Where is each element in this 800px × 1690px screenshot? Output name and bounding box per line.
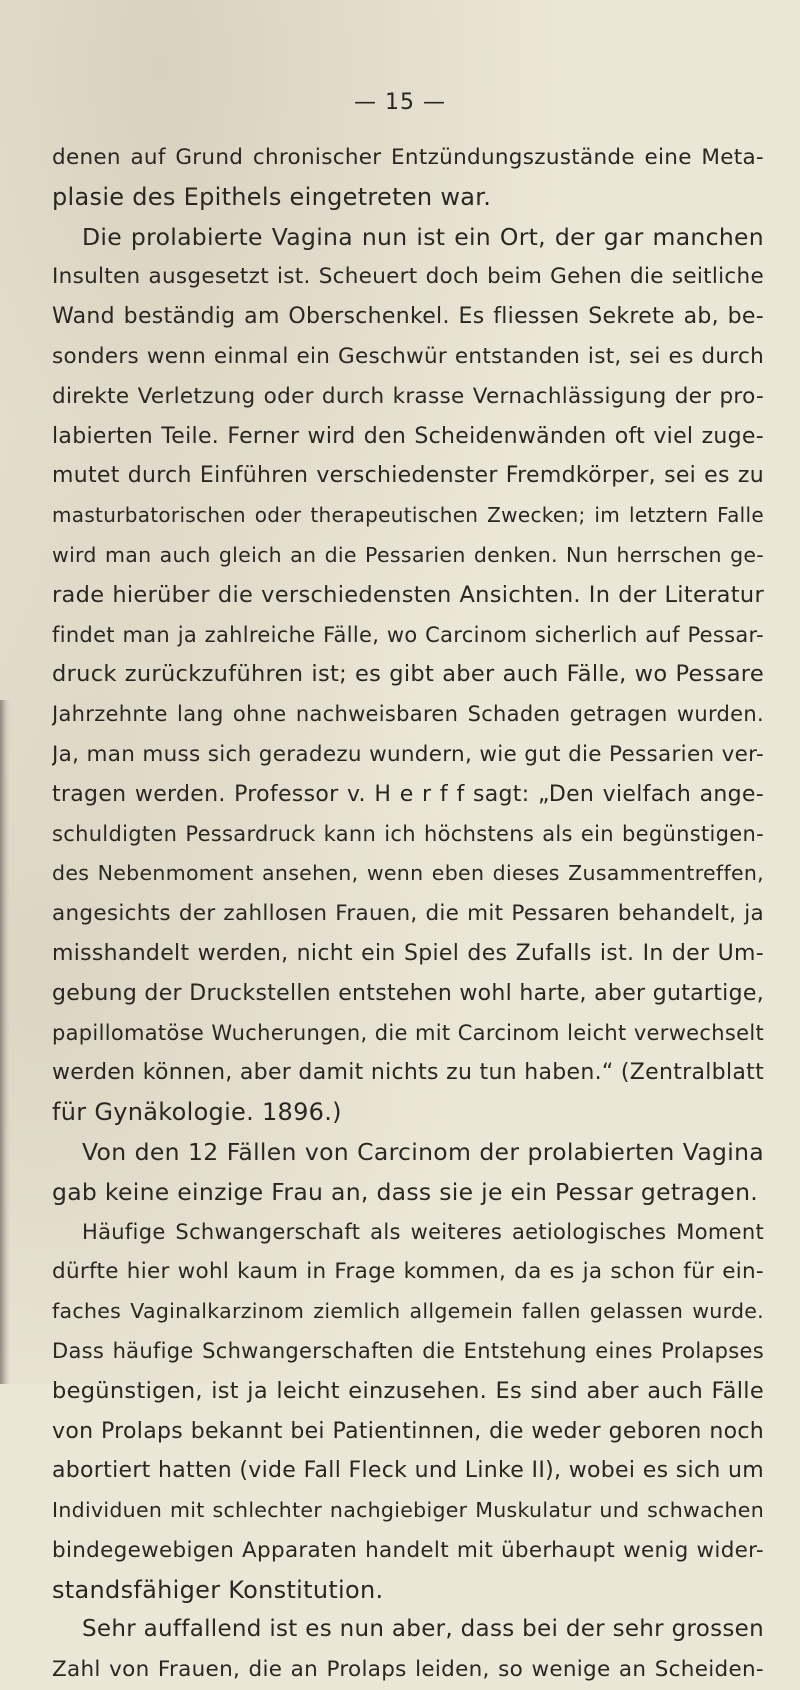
text-line: wird man auch gleich an die Pessarien denken. Nun herrschen ge- bbox=[52, 542, 764, 567]
text-line: für Gynäkologie. 1896.) bbox=[52, 1098, 342, 1127]
text-line: Zahl von Frauen, die an Prolaps leiden, so wenige an Scheiden- bbox=[52, 1657, 764, 1683]
text-line: masturbatorischen oder therapeutischen Zwecken; im letztern Falle bbox=[52, 503, 764, 528]
text-line: tragen werden. Professor v. H e r f f sagt: „Den vielfach ange- bbox=[52, 781, 764, 807]
text-line: papillomatöse Wucherungen, die mit Carcinom leicht verwechselt bbox=[52, 1020, 764, 1045]
text-line: Wand beständig am Oberschenkel. Es fliessen Sekrete ab, be- bbox=[52, 304, 764, 330]
text-line: bindegewebigen Apparaten handelt mit überhaupt wenig wider- bbox=[52, 1537, 764, 1563]
text-line: schuldigten Pessardruck kann ich höchstens als ein begünstigen- bbox=[52, 821, 764, 846]
text-line: misshandelt werden, nicht ein Spiel des Zufalls ist. In der Um- bbox=[52, 940, 764, 966]
text-line: faches Vaginalkarzinom ziemlich allgemein fallen gelassen wurde. bbox=[52, 1299, 764, 1324]
text-line: Jahrzehnte lang ohne nachweisbaren Schaden getragen wurden. bbox=[52, 702, 764, 727]
text-line: Insulten ausgesetzt ist. Scheuert doch beim Gehen die seitliche bbox=[52, 264, 764, 290]
text-line: Von den 12 Fällen von Carcinom der prolabierten Vagina bbox=[82, 1137, 764, 1166]
body-text bbox=[52, 138, 764, 1690]
text-line: Die prolabierte Vagina nun ist ein Ort, der gar manchen bbox=[82, 222, 764, 251]
text-line: von Prolaps bekannt bei Patientinnen, die weder geboren noch bbox=[52, 1418, 764, 1444]
text-line: mutet durch Einführen verschiedenster Fremdkörper, sei es zu bbox=[52, 463, 764, 489]
text-line: druck zurückzuführen ist; es gibt aber auch Fälle, wo Pessare bbox=[52, 661, 764, 688]
text-line: denen auf Grund chronischer Entzündungszustände eine Meta- bbox=[52, 145, 764, 170]
text-line: Sehr auffallend ist es nun aber, dass bei der sehr grossen bbox=[82, 1616, 764, 1643]
text-line: gebung der Druckstellen entstehen wohl harte, aber gutartige, bbox=[52, 980, 764, 1006]
page-binding-shadow bbox=[0, 700, 10, 1384]
text-line: Dass häufige Schwangerschaften die Entstehung eines Prolapses bbox=[52, 1338, 764, 1363]
text-line: direkte Verletzung oder durch krasse Vernachlässigung der pro- bbox=[52, 383, 764, 409]
text-line: angesichts der zahllosen Frauen, die mit Pessaren behandelt, ja bbox=[52, 901, 764, 927]
text-line: Ja, man muss sich geradezu wundern, wie gut die Pessarien ver- bbox=[52, 741, 764, 767]
text-line: abortiert hatten (vide Fall Fleck und Linke II), wobei es sich um bbox=[52, 1458, 764, 1484]
text-line: findet man ja zahlreiche Fälle, wo Carcinom sicherlich auf Pessar- bbox=[52, 622, 764, 647]
text-line: werden können, aber damit nichts zu tun haben.“ (Zentralblatt bbox=[52, 1060, 764, 1086]
text-line: dürfte hier wohl kaum in Frage kommen, da es ja schon für ein- bbox=[52, 1259, 764, 1285]
text-line: plasie des Epithels eingetreten war. bbox=[52, 182, 492, 211]
text-line: Häufige Schwangerschaft als weiteres aetiologisches Moment bbox=[82, 1219, 764, 1244]
text-line: des Nebenmoment ansehen, wenn eben dieses Zusammentreffen, bbox=[52, 861, 764, 886]
text-line: begünstigen, ist ja leicht einzusehen. Es sind aber auch Fälle bbox=[52, 1377, 764, 1404]
text-line: Individuen mit schlechter nachgiebiger Muskulatur und schwachen bbox=[52, 1498, 764, 1523]
text-line: gab keine einzige Frau an, dass sie je ein Pessar getragen. bbox=[52, 1177, 759, 1206]
page-number: — 15 — bbox=[354, 90, 446, 115]
text-line: sonders wenn einmal ein Geschwür entstanden ist, sei es durch bbox=[52, 343, 764, 369]
text-line: rade hierüber die verschiedensten Ansichten. In der Literatur bbox=[52, 581, 764, 608]
text-line: standsfähiger Konstitution. bbox=[52, 1575, 384, 1604]
text-line: labierten Teile. Ferner wird den Scheidenwänden oft viel zuge- bbox=[52, 423, 764, 449]
